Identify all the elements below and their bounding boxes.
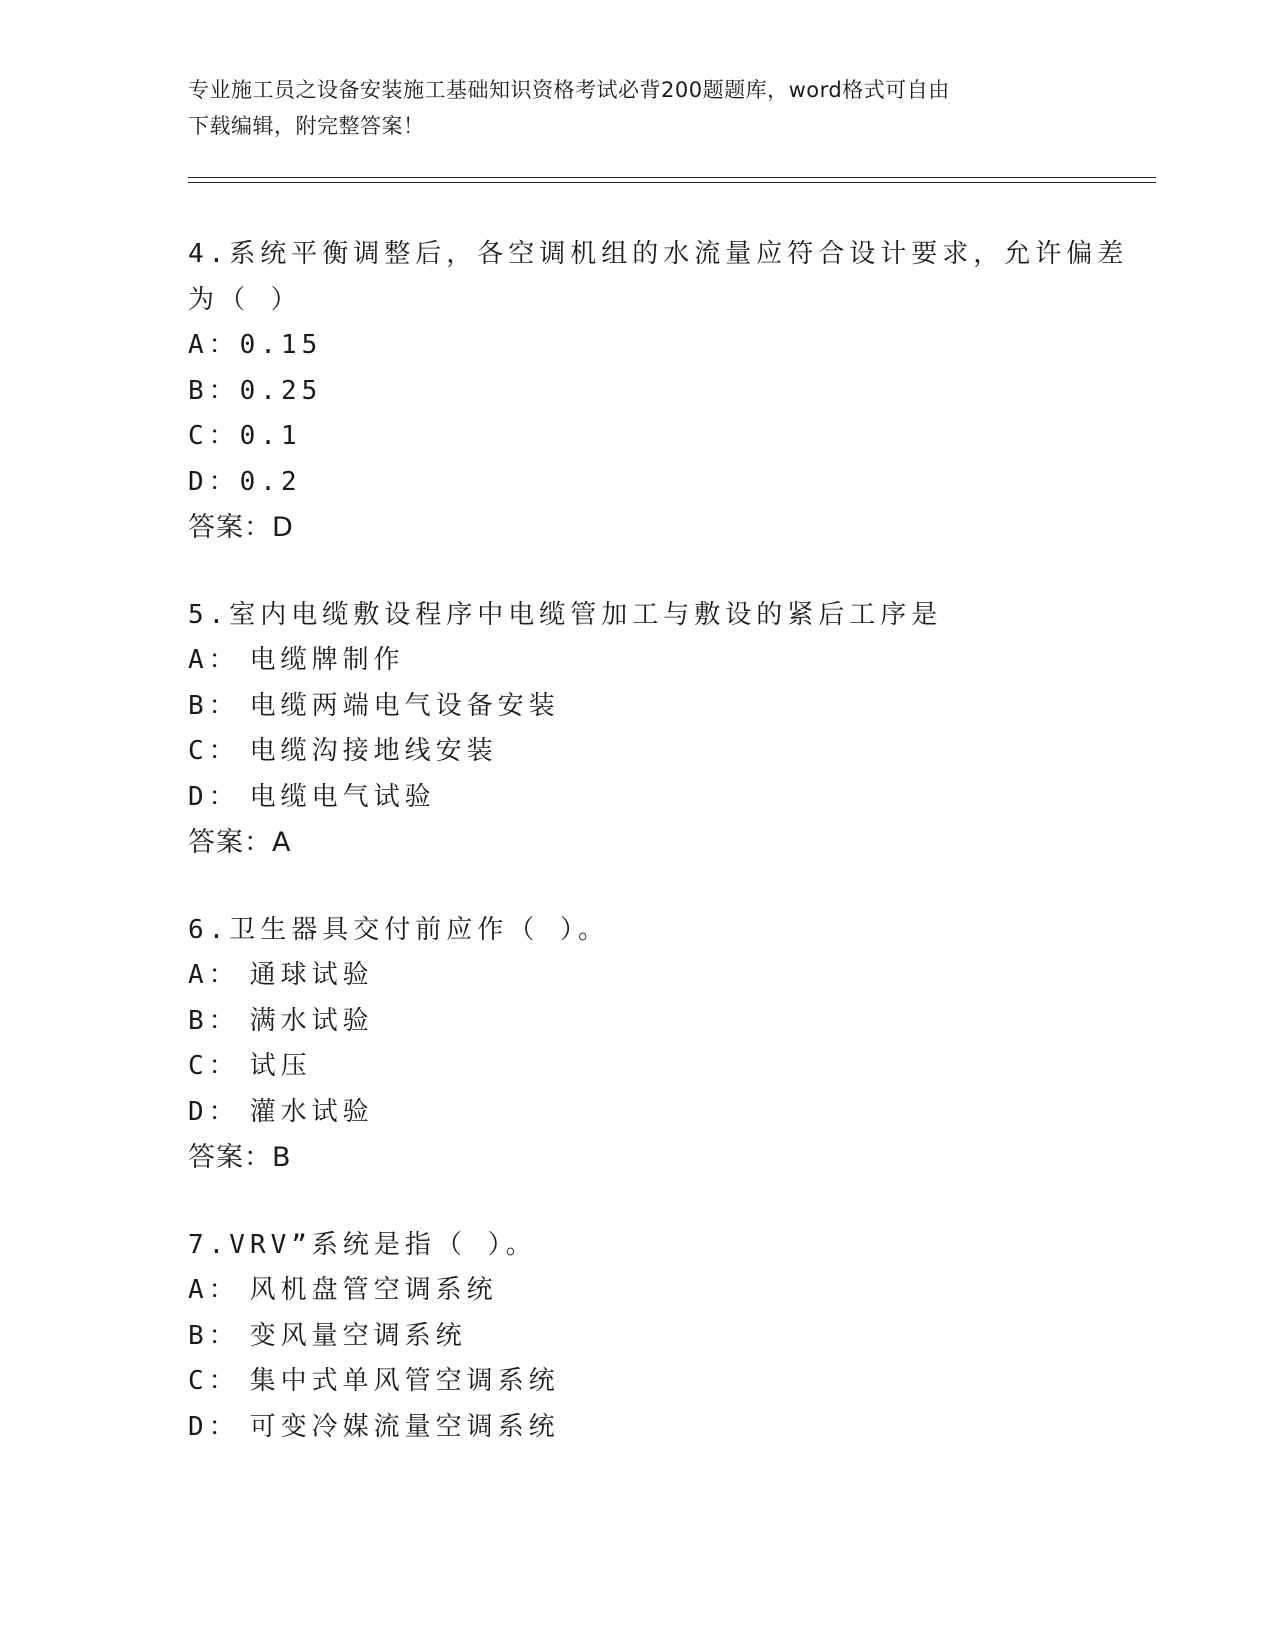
header-divider-bottom — [188, 182, 1156, 183]
option-text: 变风量空调系统 — [249, 1320, 467, 1351]
option-key: B： — [188, 690, 240, 721]
option-b — [188, 369, 1108, 415]
question-list — [188, 232, 1129, 1492]
option-key: B： — [188, 1320, 240, 1351]
option-b — [188, 1314, 1108, 1360]
option-key: A： — [188, 1275, 240, 1305]
option-text: 0.2 — [239, 466, 302, 497]
option-d — [188, 775, 1108, 821]
option-d — [188, 460, 1108, 506]
question-stem-continued: 为（ ） — [188, 284, 302, 315]
option-text: 集中式单风管空调系统 — [249, 1366, 560, 1396]
option-text: 0.25 — [239, 375, 323, 406]
option-key: D： — [188, 1411, 240, 1442]
option-a — [188, 638, 1108, 684]
option-key: D： — [188, 466, 240, 497]
header-line-1: 专业施工员之设备安装施工基础知识资格考试必背200题题库，word格式可自由 — [188, 78, 950, 102]
answer: 答案：A — [188, 827, 292, 858]
option-text: 电缆沟接地线安装 — [249, 736, 498, 766]
question-6 — [188, 908, 1108, 1181]
option-c — [188, 1044, 1108, 1090]
answer: 答案：D — [188, 512, 294, 543]
option-key: A： — [188, 960, 240, 990]
question-7 — [188, 1223, 1108, 1451]
question-stem: 7.VRV”系统是指（ ）。 — [188, 1229, 537, 1260]
option-text: 风机盘管空调系统 — [249, 1275, 498, 1305]
question-stem: 6.卫生器具交付前应作（ ）。 — [188, 914, 609, 945]
option-key: B： — [188, 375, 240, 406]
option-text: 通球试验 — [249, 960, 374, 990]
question-5 — [188, 593, 1108, 866]
option-key: C： — [188, 736, 240, 766]
option-b — [188, 684, 1108, 730]
option-text: 0.15 — [239, 330, 323, 360]
option-c — [188, 729, 1108, 775]
answer: 答案：B — [188, 1142, 292, 1173]
option-text: 电缆两端电气设备安装 — [249, 690, 560, 721]
option-text: 电缆电气试验 — [249, 781, 436, 812]
question-stem: 4.系统平衡调整后，各空调机组的水流量应符合设计要求，允许偏差 — [188, 239, 1129, 269]
document-header — [188, 72, 1068, 144]
option-c — [188, 1359, 1108, 1405]
option-a — [188, 323, 1108, 369]
question-4 — [188, 232, 1129, 551]
option-key: D： — [188, 781, 240, 812]
option-key: C： — [188, 1051, 240, 1081]
option-key: B： — [188, 1005, 240, 1036]
option-a — [188, 953, 1108, 999]
option-text: 0.1 — [239, 421, 302, 451]
option-d — [188, 1090, 1108, 1136]
header-divider-top — [188, 177, 1156, 178]
option-text: 满水试验 — [249, 1005, 374, 1036]
option-text: 试压 — [249, 1051, 312, 1081]
question-stem: 5.室内电缆敷设程序中电缆管加工与敷设的紧后工序是 — [188, 599, 943, 630]
option-d — [188, 1405, 1108, 1451]
header-line-2: 下载编辑，附完整答案！ — [188, 114, 425, 138]
option-a — [188, 1268, 1108, 1314]
option-text: 灌水试验 — [249, 1096, 374, 1127]
option-c — [188, 414, 1108, 460]
option-text: 可变冷媒流量空调系统 — [249, 1411, 560, 1442]
option-key: A： — [188, 645, 240, 675]
option-key: D： — [188, 1096, 240, 1127]
option-text: 电缆牌制作 — [249, 645, 405, 675]
option-key: A： — [188, 330, 240, 360]
option-key: C： — [188, 421, 240, 451]
option-key: C： — [188, 1366, 240, 1396]
option-b — [188, 999, 1108, 1045]
